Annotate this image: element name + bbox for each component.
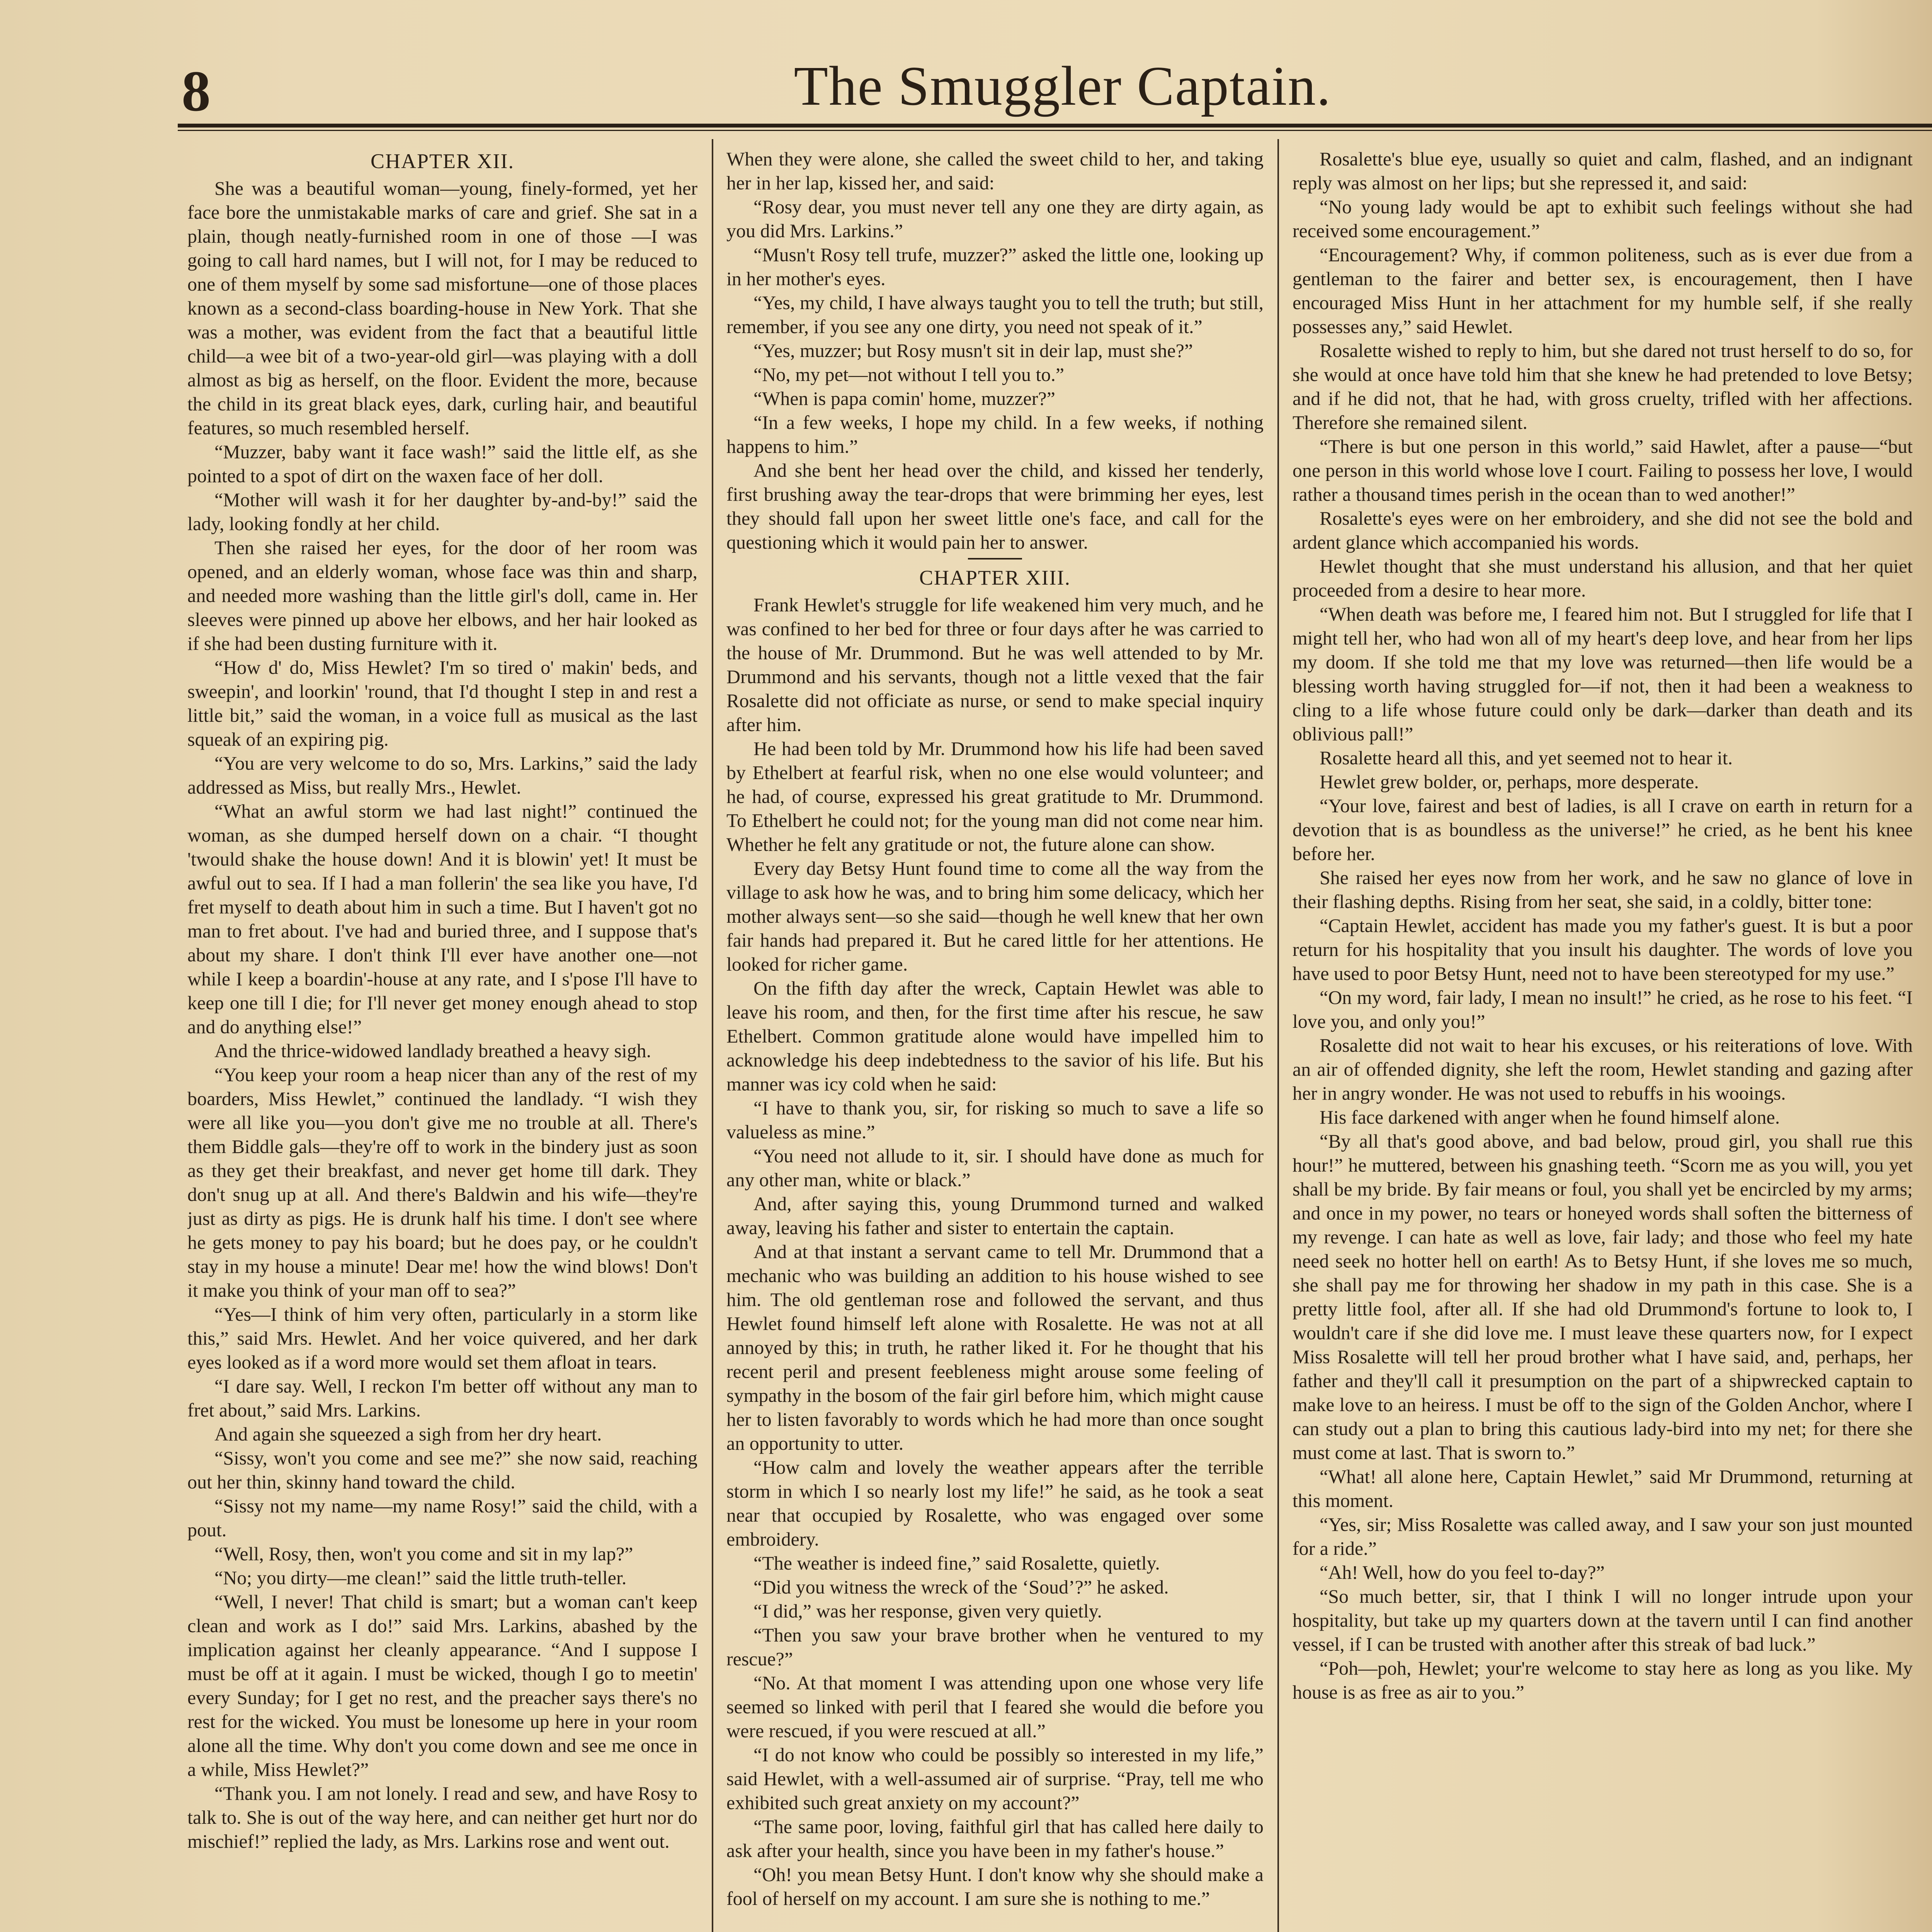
paragraph: “No; you dirty—me clean!” said the little truth-teller. (214, 1567, 627, 1588)
paragraph: “I have to thank you, sir, for risking so much to save a life so valueless as mine.” (726, 1097, 1264, 1143)
paragraph: “I did,” was her response, given very quietly. (753, 1600, 1102, 1622)
paragraph: “Ah! Well, how do you feel to-day?” (1320, 1561, 1605, 1583)
paragraph: “Yes, sir; Miss Rosalette was called away, and I saw your son just mounted for a ride.” (1293, 1514, 1913, 1559)
paragraph: She raised her eyes now from her work, and he saw no glance of love in their flashing depths. Rising from her seat, she said, in a coldly, bitter tone: (1293, 867, 1913, 912)
paragraph: “Captain Hewlet, accident has made you my father's guest. It is but a poor return for his hospitality that you insult his daughter. The words of love you have used to poor Betsy Hunt, need not to have been stereotyped for my use.” (1293, 915, 1913, 984)
paragraph: “Thank you. I am not lonely. I read and sew, and have Rosy to talk to. She is out of the way here, and can neither get hurt nor do mischief!” replied the lady, as Mrs. Larkins rose and went out. (187, 1782, 697, 1852)
paragraph: “Oh! you mean Betsy Hunt. I don't know why she should make a fool of herself on my account. I am sure she is nothing to me.” (726, 1864, 1264, 1909)
paragraph: “You keep your room a heap nicer than any of the rest of my boarders, Miss Hewlet,” continued the landlady. “I wish they were all like you—you don't give me no trouble at all. There's them Biddle gals—they're off to work in the bindery just as soon as they get their breakfast, and never get home till dark. They don't snug up at all. And there's Baldwin and his wife—they're just as dirty as pigs. He is drunk half his time. I don't see where he gets money to pay his board; but he does pay, or he couldn't stay in my house a minute! Dear me! how the wind blows! Don't it make you think of your man off to sea?” (187, 1064, 697, 1301)
paragraph: “Well, I never! That child is smart; but a woman can't keep clean and work as I do!” said Mrs. Larkins, abashed by the implication against her cleanly appearance. “And I suppose I must be off at it again. I must be wicked, though I go to meetin' every Sunday; for I get no rest, and the preacher says there's no rest for the wicked. You must be lonesome up here in your room alone all the time. Why don't you come down and see me once in a while, Miss Hewlet?” (187, 1591, 697, 1780)
column-2 (726, 147, 1264, 1932)
paragraph: She was a beautiful woman—young, finely-formed, yet her face bore the unmistakable marks of care and grief. She sat in a plain, though neatly-furnished room in one of those —I was going to call hard names, but I will not, for I may be reduced to one of them myself by some sad misfortune—one of those places known as a second-class boarding-house in New York. That she was a mother, was evident from the fact that a beautiful little child—a wee bit of a two-year-old girl—was playing with a doll almost as big as herself, on the floor. Evident the more, because the child in its great black eyes, dark, curling hair, and beautiful features, so much resembled herself. (187, 177, 697, 439)
paragraph: “Encouragement? Why, if common politeness, such as is ever due from a gentleman to the fairer and better sex, is encouragement, then I have encouraged Miss Hunt in her attachment for my humble self, if she really possesses any,” said Hewlet. (1293, 244, 1913, 337)
paragraph: “Then you saw your brave brother when he ventured to my rescue?” (726, 1624, 1264, 1670)
paragraph: And again she squeezed a sigh from her dry heart. (214, 1423, 602, 1445)
paragraph: “No, my pet—not without I tell you to.” (753, 364, 1065, 385)
paragraph: “Yes, muzzer; but Rosy musn't sit in deir lap, must she?” (753, 340, 1193, 361)
column-divider-2 (1277, 139, 1279, 1932)
paragraph: “In a few weeks, I hope my child. In a few weeks, if nothing happens to him.” (726, 412, 1264, 457)
paragraph: When they were alone, she called the sweet child to her, and taking her in her lap, kissed her, and said: (726, 148, 1264, 194)
paragraph: “Did you witness the wreck of the ‘Soud’?” he asked. (753, 1576, 1169, 1598)
paragraph: “Yes, my child, I have always taught you to tell the truth; but still, remember, if you see any one dirty, you need not speak of it.” (726, 292, 1264, 337)
page-number: 8 (182, 59, 211, 123)
paragraph: On the fifth day after the wreck, Captain Hewlet was able to leave his room, and then, for the first time after his rescue, he saw Ethelbert. Common gratitude alone would have impelled him to acknowledge his deep indebtedness to the savior of his life. But his manner was icy cold when he said: (726, 977, 1264, 1095)
paragraph: And the thrice-widowed landlady breathed a heavy sigh. (214, 1040, 651, 1061)
paragraph: Rosalette did not wait to hear his excuses, or his reiterations of love. With an air of offended dignity, she left the room, Hewlet standing and gazing after her in angry wonder. He was not used to rebuffs in his wooings. (1293, 1034, 1913, 1104)
paragraph: “You are very welcome to do so, Mrs. Larkins,” said the lady addressed as Miss, but really Mrs., Hewlet. (187, 752, 697, 798)
paragraph: “You need not allude to it, sir. I should have done as much for any other man, white or black.” (726, 1145, 1264, 1190)
paragraph: “Poh—poh, Hewlet; your're welcome to stay here as long as you like. My house is as free as air to you.” (1293, 1657, 1913, 1703)
paragraph: “I dare say. Well, I reckon I'm better off without any man to fret about,” said Mrs. Larkins. (187, 1375, 697, 1421)
header-rule (178, 124, 1932, 131)
paragraph: Hewlet grew bolder, or, perhaps, more desperate. (1320, 771, 1699, 793)
paragraph: “Well, Rosy, then, won't you come and sit in my lap?” (214, 1543, 633, 1565)
paragraph: He had been told by Mr. Drummond how his life had been saved by Ethelbert at fearful risk, when no one else would volunteer; and he had, of course, expressed his great gratitude to Mr. Drummond. To Ethelbert he could not; for the young man did not come near him. Whether he felt any gratitude or not, the future alone can show. (726, 738, 1264, 855)
paragraph: And she bent her head over the child, and kissed her tenderly, first brushing away the tear-drops that were brimming her eyes, lest they should fall upon her sweet little one's face, and call for the questioning which it would pain her to answer. (726, 459, 1264, 553)
paragraph: And at that instant a servant came to tell Mr. Drummond that a mechanic who was building an addition to his house wished to see him. The old gentleman rose and followed the servant, and thus Hewlet found himself left alone with Rosalette. He was not at all annoyed by this; in truth, he rather liked it. For he thought that his recent peril and present feebleness might arouse some feeling of sympathy in the bosom of the fair girl before him, which might cause her to listen favorably to words which he had more than once sought an opportunity to utter. (726, 1241, 1264, 1454)
paragraph: “How calm and lovely the weather appears after the terrible storm in which I so nearly lost my life!” he said, as he took a seat near that occupied by Rosalette, who was engaged over some embroidery. (726, 1456, 1264, 1550)
paragraph: And, after saying this, young Drummond turned and walked away, leaving his father and sister to entertain the captain. (726, 1193, 1264, 1238)
paragraph: “The weather is indeed fine,” said Rosalette, quietly. (753, 1552, 1160, 1574)
paragraph: Every day Betsy Hunt found time to come all the way from the village to ask how he was, and to bring him some delicacy, which her mother always sent—so she said—though he well knew that her own fair hands had prepared it. But he cared little for her attentions. He looked for richer game. (726, 857, 1264, 975)
paragraph: “No. At that moment I was attending upon one whose very life seemed so linked with peril that I feared she would die before you were rescued, if you were rescued at all.” (726, 1672, 1264, 1742)
paragraph: “When is papa comin' home, muzzer?” (753, 388, 1055, 409)
paragraph: “Your love, fairest and best of ladies, is all I crave on earth in return for a devotion that is as boundless as the universe!” he cried, as he bent his knee before her. (1293, 795, 1913, 864)
paragraph: “So much better, sir, that I think I will no longer intrude upon your hospitality, but take up my quarters down at the tavern until I can find another vessel, if I can be trusted with another after this streak of bad luck.” (1293, 1585, 1913, 1655)
paragraph: Then she raised her eyes, for the door of her room was opened, and an elderly woman, whose face was thin and sharp, and needed more washing than the little girl's doll, came in. Her sleeves were pinned up above her elbows, and her hair looked as if she had been dusting furniture with it. (187, 537, 697, 654)
paragraph: Rosalette's blue eye, usually so quiet and calm, flashed, and an indignant reply was almost on her lips; but she repressed it, and said: (1293, 148, 1913, 194)
paragraph: “Mother will wash it for her daughter by-and-by!” said the lady, looking fondly at her child. (187, 489, 697, 534)
column-1 (187, 147, 697, 1932)
paragraph: “The same poor, loving, faithful girl that has called here daily to ask after your health, since you have been in my father's house.” (726, 1816, 1264, 1861)
paragraph: “When death was before me, I feared him not. But I struggled for life that I might tell her, who had won all of my heart's deep love, and hear from her lips my doom. If she told me that my love was returned—then life would be a blessing worth having struggled for—if not, then it had been a weakness to cling to a life whose future could only be dark—darker than death and its oblivious pall!” (1293, 603, 1913, 745)
paragraph: “There is but one person in this world,” said Hawlet, after a pause—“but one person in this world whose love I court. Failing to possess her love, I would rather a thousand times perish in the ocean than to wed another!” (1293, 435, 1913, 505)
paragraph: “Yes—I think of him very often, particularly in a storm like this,” said Mrs. Hewlet. And her voice quivered, and her dark eyes looked as if a word more would set them afloat in tears. (187, 1303, 697, 1373)
paragraph: “On my word, fair lady, I mean no insult!” he cried, as he rose to his feet. “I love you, and only you!” (1293, 986, 1913, 1032)
paragraph: “Rosy dear, you must never tell any one they are dirty again, as you did Mrs. Larkins.” (726, 196, 1264, 242)
column-divider-1 (712, 139, 713, 1932)
paragraph: Hewlet thought that she must understand his allusion, and that her quiet proceeded from a desire to hear more. (1293, 555, 1913, 601)
paragraph: “What! all alone here, Captain Hewlet,” said Mr Drummond, returning at this moment. (1293, 1466, 1913, 1511)
paragraph: Rosalette's eyes were on her embroidery, and she did not see the bold and ardent glance which accompanied his words. (1293, 507, 1913, 553)
paragraph: Rosalette heard all this, and yet seemed not to hear it. (1320, 747, 1733, 769)
paragraph: “What an awful storm we had last night!” continued the woman, as she dumped herself down on a chair. “I thought 'twould shake the house down! And it is blowin' yet! It must be awful out to sea. If I had a man follerin' the sea like you have, I'd fret myself to death about him in such a time. But I haven't got no man to fret about. I've had and buried three, and I suppose that's about my share. I don't think I'll ever have another one—not while I keep a boardin'-house at any rate, and I s'pose I'll have to keep one till I die; for I'll never get money enough ahead to stop and do anything else!” (187, 800, 697, 1037)
paragraph: Rosalette wished to reply to him, but she dared not trust herself to do so, for she would at once have told him that she knew he had pretended to love Betsy; and if he did not, that he had, with gross cruelty, trifled with her affections. Therefore she remained silent. (1293, 340, 1913, 433)
paragraph: “I do not know who could be possibly so interested in my life,” said Hewlet, with a well-assumed air of surprise. “Pray, tell me who exhibited such great anxiety on my account?” (726, 1744, 1264, 1813)
paragraph: “How d' do, Miss Hewlet? I'm so tired o' makin' beds, and sweepin', and loorkin' 'round, that I'd thought I step in and rest a little bit,” said the woman, in a voice full as musical as the last squeak of an expiring pig. (187, 656, 697, 750)
chapter-heading: CHAPTER XIII. (919, 566, 1071, 589)
running-title: The Smuggler Captain. (794, 55, 1332, 117)
paragraph: “By all that's good above, and bad below, proud girl, you shall rue this hour!” he muttered, between his gnashing teeth. “Scorn me as you will, you yet shall be my bride. By fair means or foul, you shall yet be encircled by my arms; and once in my power, no tears or honeyed words shall soften the bitterness of my revenge. I can hate as well as love, fair lady; and those who feel my hate need seek no hotter hell on earth! As to Betsy Hunt, if she loves me so much, she shall pay me for throwing her shadow in my path in this case. She is a pretty little fool, after all. If she had old Drummond's fortune to look to, I wouldn't care if she did love me. I must leave these quarters now, for I expect Miss Rosalette will tell her proud brother what I have said, and, perhaps, her father and they'll call it presumption on the part of a shipwrecked captain to make love to an heiress. I must be off to the sign of the Golden Anchor, where I can study out a plan to bring this cautious lady-bird into my net; for there she must come at last. That is sworn to.” (1293, 1130, 1913, 1463)
paragraph: Frank Hewlet's struggle for life weakened him very much, and he was confined to her bed for three or four days after he was carried to the house of Mr. Drummond. But he was well attended to by Mr. Drummond and his servants, though not a little vexed that the fair Rosalette did not officiate as nurse, or send to make special inquiry after him. (726, 594, 1264, 735)
chapter-heading: CHAPTER XII. (371, 150, 514, 173)
paragraph: “Muzzer, baby want it face wash!” said the little elf, as she pointed to a spot of dirt on the waxen face of her doll. (187, 441, 697, 486)
column-3 (1293, 147, 1913, 1932)
paragraph: “Sissy, won't you come and see me?” she now said, reaching out her thin, skinny hand toward the child. (187, 1447, 697, 1493)
paragraph: “No young lady would be apt to exhibit such feelings without she had received some encouragement.” (1293, 196, 1913, 242)
paragraph: His face darkened with anger when he found himself alone. (1320, 1106, 1780, 1128)
paragraph: “Musn't Rosy tell trufe, muzzer?” asked the little one, looking up in her mother's eyes. (726, 244, 1264, 289)
paragraph: “Sissy not my name—my name Rosy!” said the child, with a pout. (187, 1495, 697, 1541)
chapter-rule (968, 558, 1022, 560)
